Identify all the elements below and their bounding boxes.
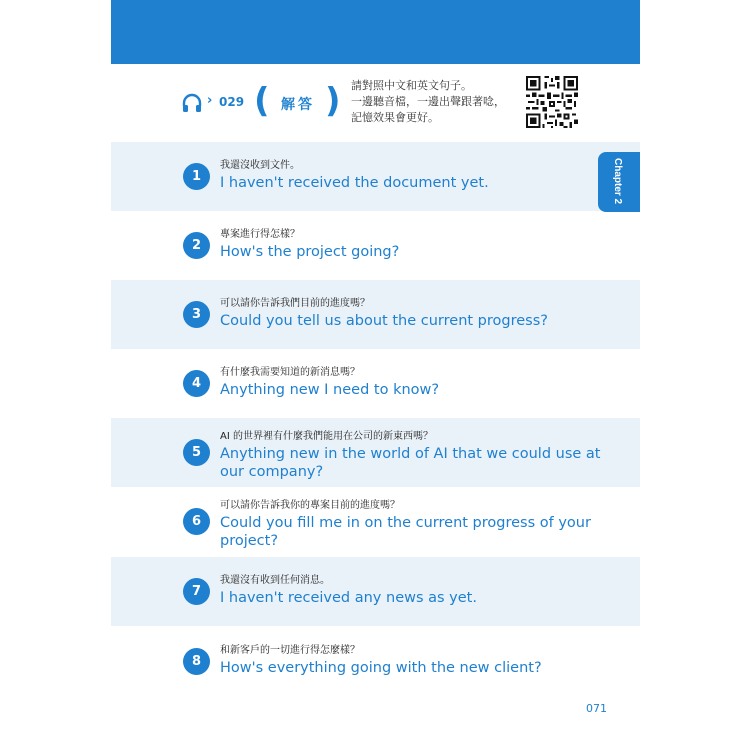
english-sentence: I haven't received the document yet. bbox=[220, 175, 489, 191]
instruction-line: 一邊聽音檔，一邊出聲跟著唸， bbox=[351, 95, 505, 108]
top-banner bbox=[111, 0, 640, 64]
item-number-badge: 7 bbox=[183, 578, 210, 605]
chinese-sentence: 我還沒有收到任何消息。 bbox=[220, 575, 330, 586]
qr-code-icon[interactable] bbox=[526, 76, 578, 128]
list-item bbox=[111, 280, 640, 349]
item-number-badge: 2 bbox=[183, 232, 210, 259]
item-number-badge: 3 bbox=[183, 301, 210, 328]
chinese-sentence: 可以請你告訴我們目前的進度嗎？ bbox=[220, 298, 370, 309]
left-paren-decoration: ( bbox=[254, 81, 270, 121]
item-number-badge: 4 bbox=[183, 370, 210, 397]
answer-header bbox=[111, 64, 640, 142]
instruction-line: 記憶效果會更好。 bbox=[351, 111, 439, 124]
english-sentence: Could you tell us about the current progress? bbox=[220, 313, 548, 329]
answer-label: 解答 bbox=[281, 97, 315, 113]
english-sentence: Anything new in the world of AI that we could use at our company? bbox=[220, 446, 601, 480]
chinese-sentence: 和新客戶的一切進行得怎麼樣？ bbox=[220, 645, 360, 656]
english-sentence: Anything new I need to know? bbox=[220, 382, 440, 398]
right-paren-decoration: ) bbox=[325, 81, 341, 121]
item-number-badge: 1 bbox=[183, 163, 210, 190]
chinese-sentence: 我還沒收到文件。 bbox=[220, 160, 300, 171]
chinese-sentence: AI 的世界裡有什麼我們能用在公司的新東西嗎？ bbox=[220, 431, 433, 442]
headphones-icon[interactable] bbox=[181, 92, 203, 114]
chinese-sentence: 有什麼我需要知道的新消息嗎？ bbox=[220, 367, 360, 378]
list-item bbox=[111, 142, 640, 211]
english-sentence: How's the project going? bbox=[220, 244, 400, 260]
list-item bbox=[111, 211, 640, 280]
english-sentence: I haven't received any news as yet. bbox=[220, 590, 477, 606]
item-number-badge: 8 bbox=[183, 648, 210, 675]
list-item bbox=[111, 487, 640, 556]
english-sentence: Could you fill me in on the current progress of your project? bbox=[220, 515, 591, 549]
chinese-sentence: 可以請你告訴我你的專案目前的進度嗎？ bbox=[220, 500, 400, 511]
list-item bbox=[111, 349, 640, 418]
chevron-right-icon: › bbox=[207, 93, 213, 108]
book-page bbox=[111, 0, 640, 750]
track-number: 029 bbox=[219, 95, 245, 109]
list-item bbox=[111, 627, 640, 696]
chinese-sentence: 專案進行得怎樣？ bbox=[220, 229, 300, 240]
english-sentence: How's everything going with the new client? bbox=[220, 660, 542, 676]
instruction-text bbox=[351, 78, 521, 126]
item-number-badge: 5 bbox=[183, 439, 210, 466]
list-item bbox=[111, 557, 640, 626]
list-item bbox=[111, 418, 640, 487]
chapter-tab-label: Chapter 2 bbox=[612, 158, 623, 205]
item-number-badge: 6 bbox=[183, 508, 210, 535]
chapter-tab[interactable] bbox=[598, 152, 640, 212]
instruction-line: 請對照中文和英文句子。 bbox=[351, 79, 472, 92]
page-number: 071 bbox=[586, 702, 607, 715]
